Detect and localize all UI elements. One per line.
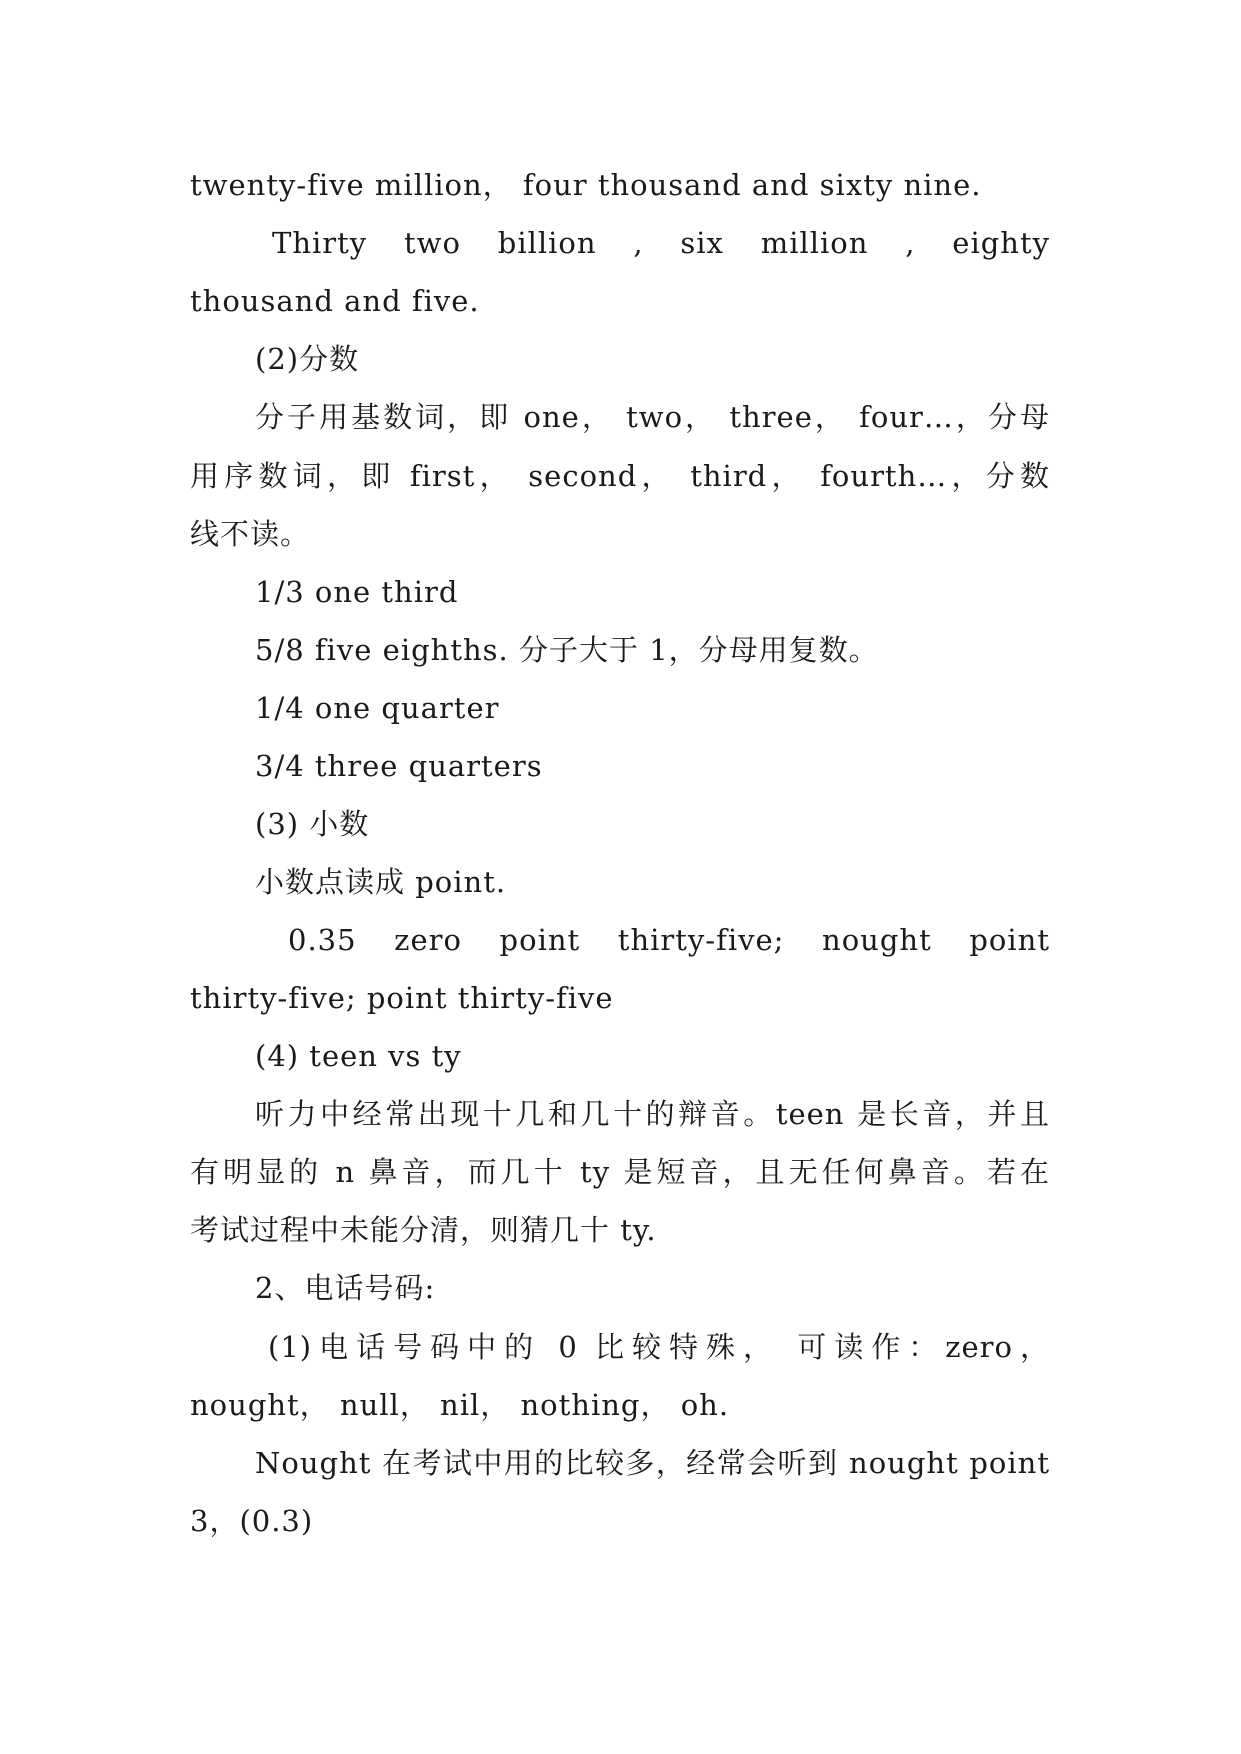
text-line-15: thirty-five; point thirty-five bbox=[190, 981, 614, 1015]
text-line-1: twenty-five million， four thousand and sixty nine. bbox=[190, 168, 982, 202]
section-heading-fractions: (2)分数 bbox=[255, 342, 360, 376]
section-heading-teen-ty: (4) teen vs ty bbox=[255, 1039, 462, 1073]
text-line-24: 3，(0.3) bbox=[190, 1504, 314, 1538]
text-line-17: 听力中经常出现十几和几十的辩音。teen 是长音，并且 bbox=[255, 1097, 1050, 1131]
text-line-14: 0.35 zero point thirty-five; nought point bbox=[288, 923, 1050, 957]
text-line-21: (1)电话号码中的 0 比较特殊， 可读作：zero， bbox=[268, 1330, 1050, 1364]
text-line-22: nought， null， nil， nothing， oh. bbox=[190, 1388, 730, 1422]
text-line-13: 小数点读成 point. bbox=[255, 865, 507, 899]
text-line-23: Nought 在考试中用的比较多，经常会听到 nought point bbox=[255, 1446, 1050, 1480]
text-line-11: 3/4 three quarters bbox=[255, 749, 543, 783]
text-line-18: 有明显的 n 鼻音，而几十 ty 是短音，且无任何鼻音。若在 bbox=[190, 1155, 1050, 1189]
section-heading-phone-numbers: 2、电话号码: bbox=[255, 1271, 436, 1305]
text-line-9: 5/8 five eighths. 分子大于 1，分母用复数。 bbox=[255, 633, 879, 667]
text-line-6: 用序数词，即 first， second， third， fourth…，分数 bbox=[190, 459, 1050, 493]
text-line-2: Thirty two billion , six million , eighty bbox=[272, 226, 1050, 260]
text-line-3: thousand and five. bbox=[190, 284, 480, 318]
text-line-8: 1/3 one third bbox=[255, 575, 459, 609]
text-line-7: 线不读。 bbox=[190, 517, 311, 551]
text-line-5: 分子用基数词，即 one， two， three， four…，分母 bbox=[255, 400, 1050, 434]
text-line-19: 考试过程中未能分清，则猜几十 ty. bbox=[190, 1213, 657, 1247]
text-line-10: 1/4 one quarter bbox=[255, 691, 500, 725]
section-heading-decimals: (3) 小数 bbox=[255, 807, 370, 841]
